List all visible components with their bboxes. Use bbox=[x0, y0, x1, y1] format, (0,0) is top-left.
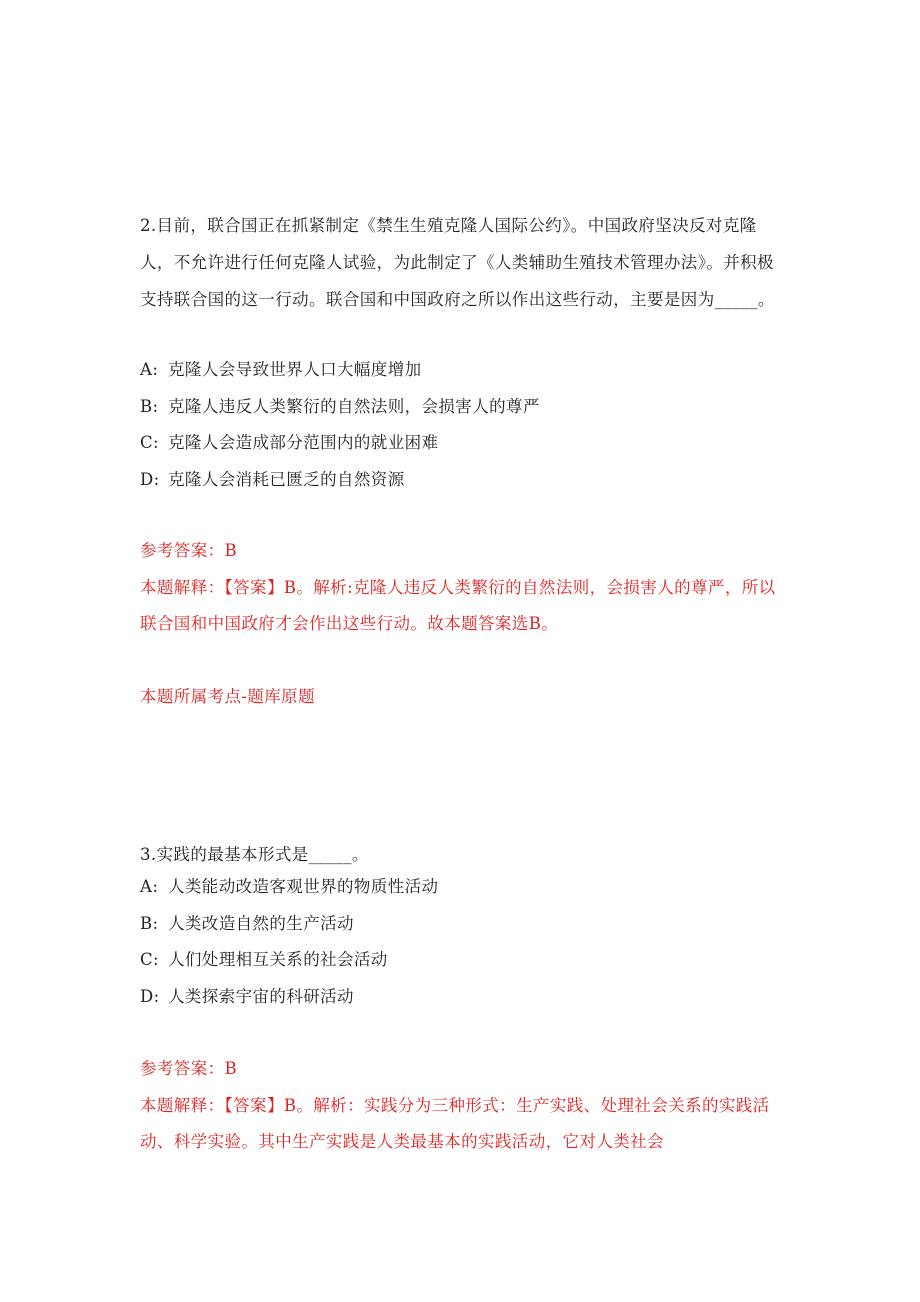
question-2 bbox=[140, 207, 780, 318]
question-3 bbox=[140, 836, 780, 873]
option-letter: B: bbox=[140, 396, 159, 416]
option-c bbox=[140, 942, 780, 979]
question-stem: 3.实践的最基本形式是_____。 bbox=[140, 845, 369, 864]
question-stem: 2.目前，联合国正在抓紧制定《禁生生殖克隆人国际公约》。中国政府坚决反对克隆人，不允许进行任何克隆人试验，为此制定了《人类辅助生殖技术管理办法》。并积极支持联合国的这一行动。联合国和中国政府之所以作出这些行动，主要是因为_____。 bbox=[140, 216, 775, 309]
option-letter: B: bbox=[140, 913, 159, 933]
option-b bbox=[140, 389, 780, 426]
option-d bbox=[140, 979, 780, 1016]
option-text: 人类能动改造客观世界的物质性活动 bbox=[168, 877, 439, 896]
question-3-options bbox=[140, 869, 780, 1015]
option-letter: A: bbox=[140, 360, 159, 379]
option-c bbox=[140, 425, 780, 462]
option-letter: C: bbox=[140, 950, 159, 969]
option-text: 克隆人会消耗已匮乏的自然资源 bbox=[168, 469, 405, 489]
answer-explanation: 本题解释：【答案】B。解析：实践分为三种形式：生产实践、处理社会关系的实践活动、科学实验。其中生产实践是人类最基本的实践活动，它对人类社会 bbox=[140, 1095, 770, 1151]
answer-explanation: 本题解释：【答案】B。解析:克隆人违反人类繁衍的自然法则，会损害人的尊严，所以联合国和中国政府才会作出这些行动。故本题答案选B。 bbox=[140, 577, 776, 633]
option-text: 人们处理相互关系的社会活动 bbox=[168, 950, 388, 969]
question-2-category bbox=[140, 679, 780, 715]
option-text: 人类改造自然的生产活动 bbox=[168, 913, 354, 933]
question-2-answer-block bbox=[140, 533, 780, 643]
option-letter: C: bbox=[140, 433, 159, 452]
option-a bbox=[140, 352, 780, 389]
option-letter: D: bbox=[140, 469, 160, 489]
option-b bbox=[140, 906, 780, 943]
question-2-options bbox=[140, 352, 780, 498]
question-category: 本题所属考点-题库原题 bbox=[140, 687, 315, 706]
option-a bbox=[140, 869, 780, 906]
option-letter: D: bbox=[140, 986, 160, 1006]
option-d bbox=[140, 462, 780, 499]
option-text: 克隆人违反人类繁衍的自然法则，会损害人的尊严 bbox=[168, 396, 540, 416]
option-text: 克隆人会导致世界人口大幅度增加 bbox=[168, 360, 422, 379]
option-letter: A: bbox=[140, 877, 159, 896]
reference-answer: 参考答案：B bbox=[140, 541, 238, 560]
reference-answer: 参考答案：B bbox=[140, 1059, 238, 1078]
option-text: 人类探索宇宙的科研活动 bbox=[168, 986, 354, 1006]
question-3-answer-block bbox=[140, 1051, 780, 1161]
option-text: 克隆人会造成部分范围内的就业困难 bbox=[168, 433, 439, 452]
